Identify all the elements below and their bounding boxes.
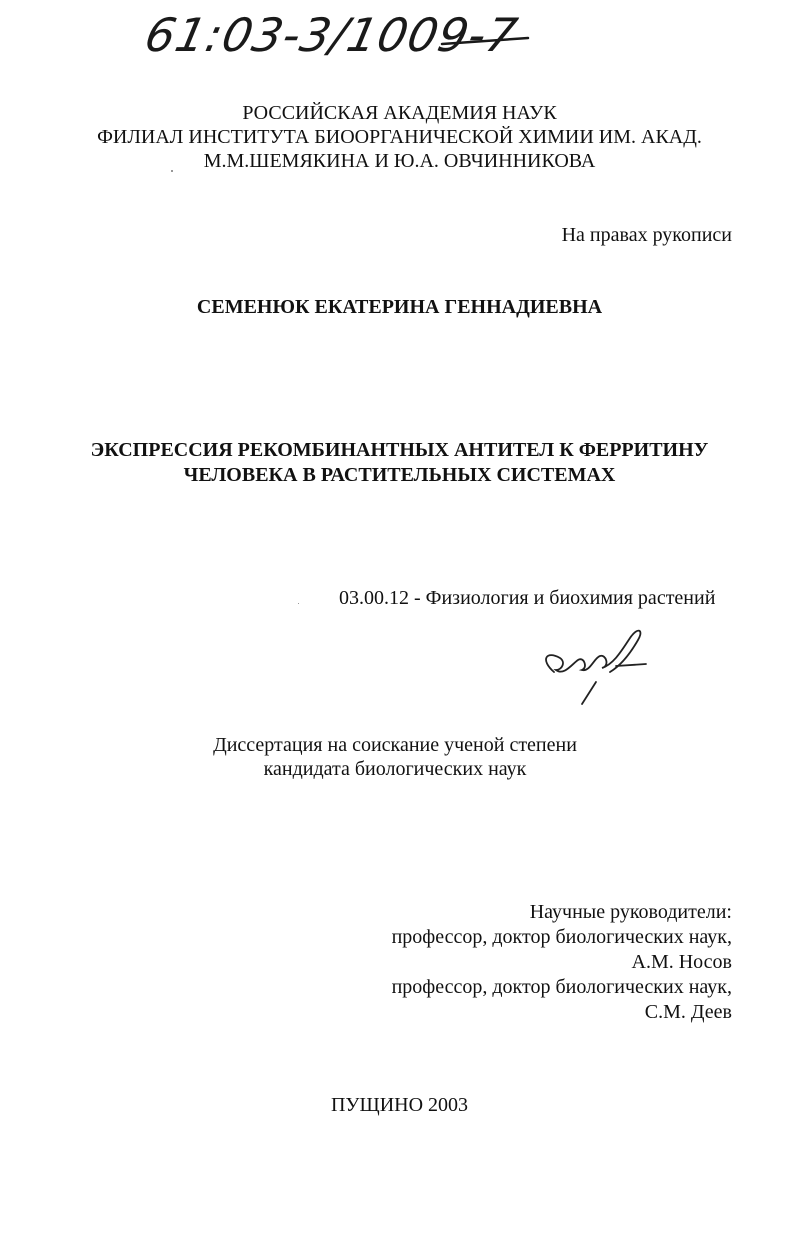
archive-code-handwritten: 61:03-3/1009-7 [140, 8, 523, 62]
supervisors-heading: Научные руководители: [529, 901, 732, 923]
author-name: СЕМЕНЮК ЕКАТЕРИНА ГЕННАДИЕВНА [196, 296, 603, 318]
supervisor-2-name: С.М. Деев [644, 1001, 732, 1023]
manuscript-rights-note: На правах рукописи [561, 224, 732, 246]
scan-speck [298, 603, 299, 604]
supervisor-1-degree: профессор, доктор биологических наук, [391, 926, 732, 948]
institution-line-3: М.М.ШЕМЯКИНА И Ю.А. ОВЧИННИКОВА [203, 150, 596, 172]
handwritten-underline [440, 34, 530, 50]
supervisors-block [392, 900, 732, 1025]
specialty-code: 03.00.12 - Физиология и биохимия растений [339, 587, 716, 609]
dissertation-degree-line-2: кандидата биологических наук [263, 758, 527, 780]
dissertation-title-line-2: ЧЕЛОВЕКА В РАСТИТЕЛЬНЫХ СИСТЕМАХ [183, 464, 616, 486]
supervisor-2-degree: профессор, доктор биологических наук, [391, 976, 732, 998]
author-signature [530, 620, 660, 710]
institution-line-1: РОССИЙСКАЯ АКАДЕМИЯ НАУК [242, 102, 557, 124]
supervisor-1-name: А.М. Носов [631, 951, 732, 973]
dissertation-title-line-1: ЭКСПРЕССИЯ РЕКОМБИНАНТНЫХ АНТИТЕЛ К ФЕРРИТИНУ [90, 439, 709, 461]
dissertation-degree-line-1: Диссертация на соискание ученой степени [213, 734, 577, 756]
city-year: ПУЩИНО 2003 [330, 1094, 469, 1116]
institution-line-2: ФИЛИАЛ ИНСТИТУТА БИООРГАНИЧЕСКОЙ ХИМИИ ИМ. АКАД. [97, 126, 702, 148]
scan-speck [171, 170, 173, 172]
